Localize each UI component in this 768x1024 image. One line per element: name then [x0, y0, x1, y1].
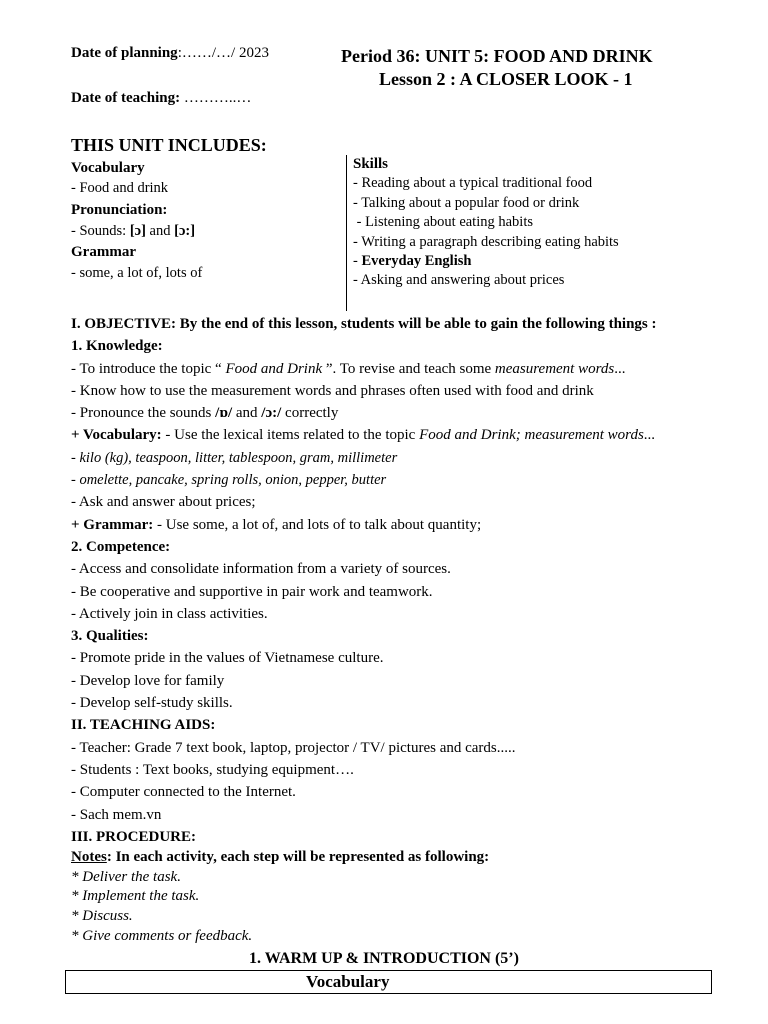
everyday-prefix: -: [353, 252, 362, 269]
knowledge-heading: 1. Knowledge:: [71, 338, 163, 355]
teaching-aid-item: - Students : Text books, studying equipment….: [71, 761, 354, 778]
skills-label: Skills: [353, 156, 389, 172]
date-of-teaching: [71, 89, 251, 108]
qualities-heading: 3. Qualities:: [71, 628, 149, 645]
sounds-prefix: - Sounds:: [71, 223, 130, 239]
qualities-item: - Develop self-study skills.: [71, 695, 233, 712]
procedure-step: * Give comments or feedback.: [71, 927, 253, 944]
sound-2: [ɔ:]: [174, 223, 196, 239]
lesson-body: [71, 313, 751, 946]
competence-item: - Be cooperative and supportive in pair work and teamwork.: [71, 583, 433, 600]
objective-heading: I. OBJECTIVE: By the end of this lesson, students will be able to gain the following things :: [71, 316, 657, 332]
notes-block: [71, 848, 751, 946]
vocabulary-table-header: [65, 970, 712, 994]
everyday-label: Everyday English: [361, 252, 472, 269]
text-run: /ɔ:/: [261, 405, 282, 422]
text-run: measurement words: [494, 360, 615, 377]
notes-text: : In each activity, each step will be represented as following:: [106, 849, 490, 866]
vocabulary-item: - Food and drink: [71, 180, 169, 196]
text-run: /ɒ/: [215, 405, 233, 422]
competence-item: - Actively join in class activities.: [71, 605, 268, 622]
vocabulary-objective: [71, 424, 751, 446]
text-run: ...: [643, 427, 656, 444]
word-list: - omelette, pancake, spring rolls, onion, pepper, butter: [71, 472, 387, 489]
planning-label: Date of planning: [71, 45, 178, 61]
text-run: + Grammar:: [71, 516, 154, 533]
procedure-step: * Implement the task.: [71, 888, 200, 905]
skill-item: - Reading about a typical traditional food: [353, 175, 593, 192]
word-list: - kilo (kg), teaspoon, litter, tablespoon, gram, millimeter: [71, 449, 398, 466]
competence-item: - Access and consolidate information from a variety of sources.: [71, 561, 451, 578]
notes-label: Notes: [71, 849, 107, 866]
text-run: - Use some, a lot of, and lots of to talk about quantity;: [153, 516, 482, 533]
teaching-aid-item: - Sach mem.vn: [71, 806, 162, 823]
text-run: correctly: [281, 405, 339, 422]
knowledge-item: - Ask and answer about prices;: [71, 494, 256, 511]
knowledge-item: [71, 402, 751, 424]
unit-includes-heading: THIS UNIT INCLUDES:: [71, 135, 267, 155]
knowledge-item: [71, 358, 751, 380]
vocabulary-label: Vocabulary: [71, 160, 145, 176]
sounds-line: [71, 221, 341, 242]
unit-includes-right: [353, 155, 713, 291]
text-run: ”. To revise and teach some: [322, 360, 495, 377]
planning-value: :……/…/ 2023: [177, 45, 269, 61]
text-run: Food and Drink: [225, 360, 323, 377]
lesson-title: Lesson 2 : A CLOSER LOOK - 1: [379, 69, 633, 89]
text-run: ...: [614, 360, 626, 377]
procedure-step: * Deliver the task.: [71, 868, 181, 885]
teaching-value: ………..…: [180, 90, 252, 106]
teaching-aid-item: - Teacher: Grade 7 text book, laptop, projector / TV/ pictures and cards.....: [71, 739, 516, 756]
qualities-item: - Develop love for family: [71, 672, 225, 689]
text-run: - Pronounce the sounds: [71, 405, 216, 422]
grammar-objective: [71, 514, 751, 536]
text-run: Food and Drink; measurement words: [419, 427, 644, 444]
procedure-step: * Discuss.: [71, 907, 133, 924]
date-of-planning: [71, 44, 269, 63]
procedure-heading: III. PROCEDURE:: [71, 828, 197, 845]
sound-1: [ɔ]: [129, 223, 146, 239]
period-title: Period 36: UNIT 5: FOOD AND DRINK: [341, 46, 653, 66]
text-run: and: [232, 405, 262, 422]
notes-line: [71, 848, 751, 868]
everyday-english-line: [353, 252, 713, 271]
teaching-label: Date of teaching:: [71, 90, 181, 106]
teaching-aid-item: - Computer connected to the Internet.: [71, 784, 296, 801]
skill-item: - Writing a paragraph describing eating habits: [353, 233, 619, 250]
warm-up-title: 1. WARM UP & INTRODUCTION (5’): [249, 950, 519, 967]
grammar-label: Grammar: [71, 244, 136, 260]
skill-item: - Listening about eating habits: [353, 214, 534, 231]
qualities-item: - Promote pride in the values of Vietnamese culture.: [71, 650, 384, 667]
everyday-item: - Asking and answering about prices: [353, 272, 565, 289]
text-run: + Vocabulary:: [71, 427, 162, 444]
text-run: - Use the lexical items related to the topic: [161, 427, 420, 444]
column-divider: [346, 155, 347, 311]
teaching-aids-heading: II. TEACHING AIDS:: [71, 717, 216, 734]
unit-includes-left: [71, 158, 341, 283]
text-run: - To introduce the topic “: [71, 360, 226, 377]
competence-heading: 2. Competence:: [71, 538, 171, 555]
knowledge-item: - Know how to use the measurement words and phrases often used with food and drink: [71, 382, 594, 399]
skill-item: - Talking about a popular food or drink: [353, 194, 580, 211]
sounds-and: and: [145, 223, 175, 239]
pronunciation-label: Pronunciation:: [71, 202, 168, 218]
vocabulary-box-label: Vocabulary: [306, 972, 390, 991]
grammar-item: - some, a lot of, lots of: [71, 265, 203, 281]
